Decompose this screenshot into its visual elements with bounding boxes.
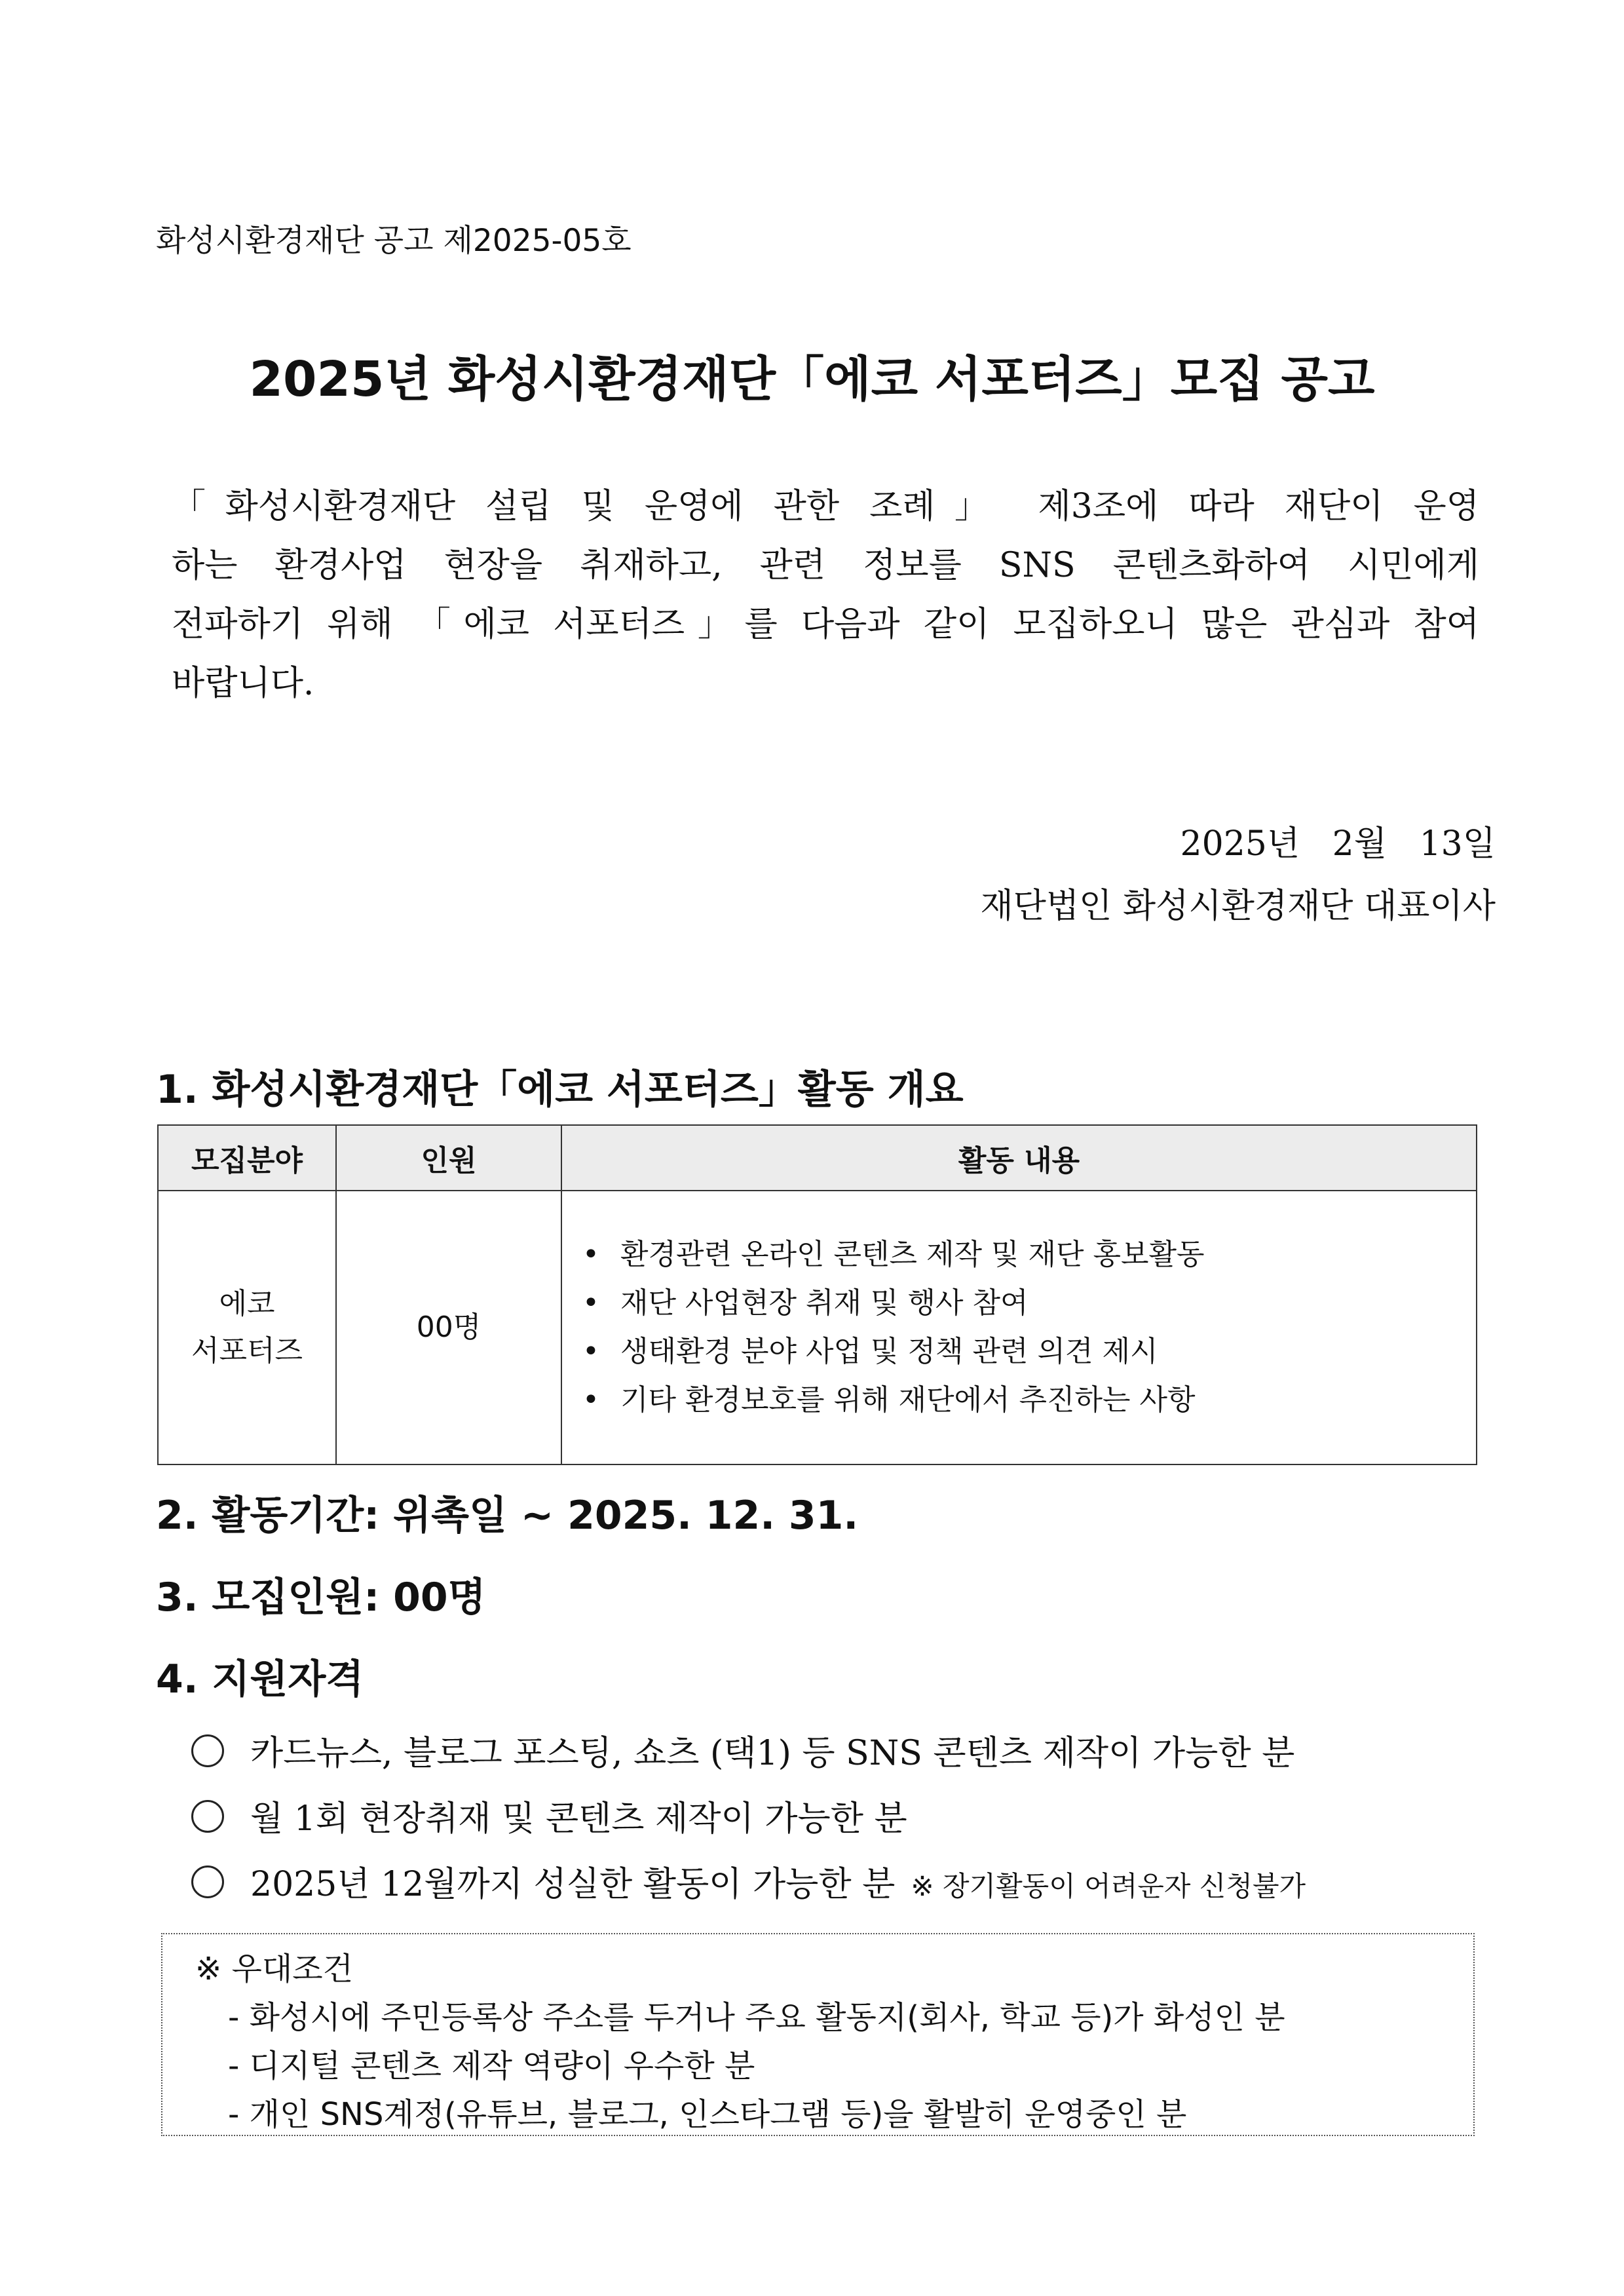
section-3-heading: 3. 모집인원: 00명 [156,1575,486,1620]
activity-overview-table [157,1124,1477,1465]
section-1-heading: 1. 화성시환경재단「에코 서포터즈」활동 개요 [156,1067,964,1113]
intro-line: 「화성시환경재단 설립 및 운영에 관한 조례」 제3조에 따라 재단이 운영 [172,487,1479,526]
notice-date: 2025년 2월 13일 [1180,824,1496,864]
qualification-text: 카드뉴스, 블로그 포스팅, 쇼츠 (택1) 등 SNS 콘텐츠 제작이 가능한 분 [250,1734,1295,1773]
section-4-heading: 4. 지원자격 [156,1656,364,1702]
intro-paragraph [172,477,1479,713]
notice-number: 화성시환경재단 공고 제2025-05호 [156,223,632,259]
signer: 재단법인 화성시환경재단 대표이사 [980,887,1496,926]
intro-line: 바랍니다. [172,664,314,703]
preference-box [161,1933,1475,2136]
qualification-item [191,1791,907,1840]
intro-line: 하는 환경사업 현장을 취재하고, 관련 정보를 SNS 콘텐츠화하여 시민에게 [172,546,1479,585]
circle-bullet-icon [191,1734,224,1767]
header-count: 인원 [336,1125,561,1191]
header-activities: 활동 내용 [561,1125,1477,1191]
table-row [158,1191,1477,1464]
preference-item: - 디지털 콘텐츠 제작 역량이 우수한 분 [228,2048,755,2084]
field-line: 에코 [219,1287,275,1320]
table-header-row [158,1125,1477,1191]
cell-count: 00명 [336,1191,561,1464]
cell-field [158,1191,336,1464]
activity-list [563,1231,1475,1425]
qualification-text: 월 1회 현장취재 및 콘텐츠 제작이 가능한 분 [250,1799,907,1839]
intro-line: 전파하기 위해 「에코 서포터즈」를 다음과 같이 모집하오니 많은 관심과 참여 [172,605,1479,644]
list-item: • 재단 사업현장 취재 및 행사 참여 [582,1279,1475,1328]
preference-item: - 화성시에 주민등록상 주소를 두거나 주요 활동지(회사, 학교 등)가 화성인 분 [228,1999,1285,2036]
cell-activities [561,1191,1477,1464]
qualification-text: 2025년 12월까지 성실한 활동이 가능한 분 [250,1865,896,1904]
header-field: 모집분야 [158,1125,336,1191]
qualification-item [191,1856,1306,1905]
field-line: 서포터즈 [191,1334,303,1368]
list-item: • 기타 환경보호를 위해 재단에서 추진하는 사항 [582,1376,1475,1425]
preference-title: ※ 우대조건 [195,1951,353,1987]
qualification-note: ※ 장기활동이 어려운자 신청불가 [911,1870,1306,1902]
circle-bullet-icon [191,1866,224,1898]
circle-bullet-icon [191,1800,224,1833]
section-2-heading: 2. 활동기간: 위촉일 ~ 2025. 12. 31. [156,1493,859,1539]
list-item: • 생태환경 분야 사업 및 정책 관련 의견 제시 [582,1328,1475,1376]
document-title: 2025년 화성시환경재단「에코 서포터즈」모집 공고 [249,351,1375,408]
qualification-item [191,1725,1475,1774]
preference-item: - 개인 SNS계정(유튜브, 블로그, 인스타그램 등)을 활발히 운영중인 분 [228,2096,1187,2133]
list-item: • 환경관련 온라인 콘텐츠 제작 및 재단 홍보활동 [582,1231,1475,1279]
